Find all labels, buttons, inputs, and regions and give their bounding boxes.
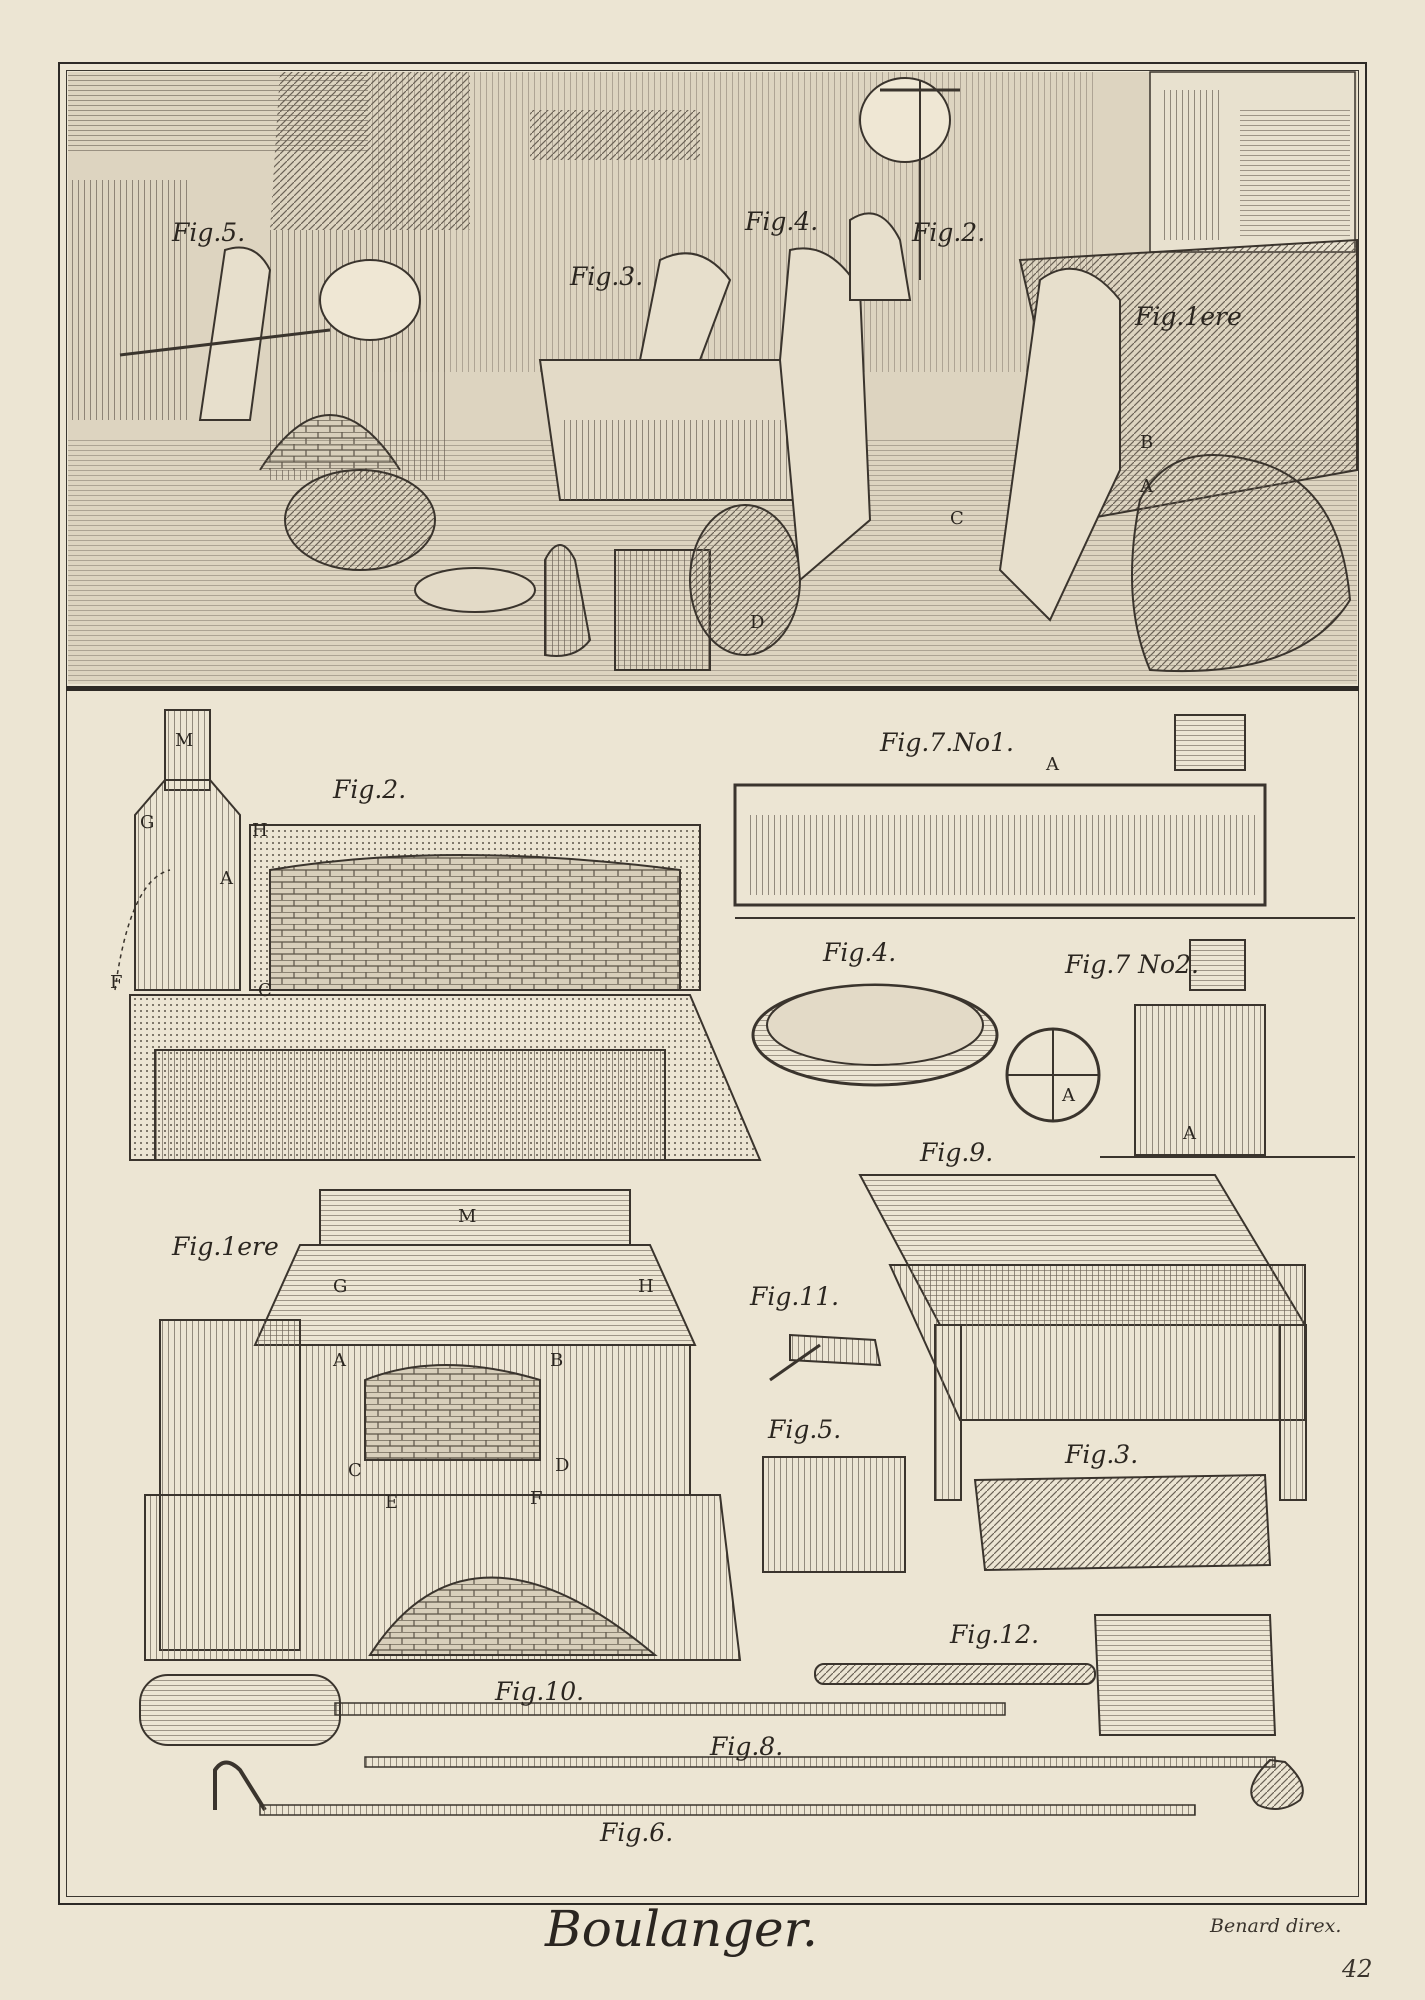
oven-section-letter-g: G: [140, 812, 155, 833]
oven-swab-pole: [365, 1757, 1275, 1767]
plate-title: Boulanger.: [545, 1900, 818, 1958]
scene-label-fig1: Fig.1ere: [1135, 302, 1242, 331]
oven-rake: [215, 1763, 265, 1811]
oven-front-letter-a: A: [333, 1350, 346, 1371]
label-fig12: Fig.12.: [950, 1620, 1040, 1649]
label-fig11: Fig.11.: [750, 1282, 840, 1311]
scene-label-fig4: Fig.4.: [745, 207, 819, 236]
oven-front-letter-c: C: [348, 1460, 362, 1481]
scene-letter-b: B: [1140, 432, 1154, 453]
label-fig8: Fig.8.: [710, 1732, 784, 1761]
oven-front-letter-g: G: [333, 1276, 348, 1297]
scene-letter-a: A: [1140, 476, 1153, 497]
oven-section-letter-h: H: [252, 820, 268, 841]
scene-label-fig3: Fig.3.: [570, 262, 644, 291]
oven-front-letter-f: F: [530, 1488, 543, 1509]
oven-front-letter-b: B: [550, 1350, 564, 1371]
oven-section-letter-f: F: [110, 972, 123, 993]
bread-basket-tray: [975, 1475, 1270, 1570]
label-fig5-scraper: Fig.5.: [768, 1415, 842, 1444]
label-fig9: Fig.9.: [920, 1138, 994, 1167]
label-fig3-basket: Fig.3.: [1065, 1440, 1139, 1469]
label-fig7-no1: Fig.7.No1.: [880, 728, 1014, 757]
label-fig7-no2: Fig.7 No2.: [1065, 950, 1199, 979]
oven-front-letter-m: M: [458, 1206, 477, 1227]
scene-letter-c: C: [950, 508, 964, 529]
oven-section-letter-m: M: [175, 730, 194, 751]
wheel-letter-a: A: [1062, 1085, 1075, 1106]
engraver-signature: Benard direx.: [1210, 1915, 1342, 1937]
dough-scraper: [790, 1335, 880, 1365]
label-fig4-trough: Fig.4.: [823, 938, 897, 967]
page-number: 42: [1342, 1955, 1373, 1983]
oven-section-drawing: [115, 710, 760, 1160]
oven-front-letter-h: H: [638, 1276, 654, 1297]
scene-label-fig2: Fig.2.: [912, 218, 986, 247]
sifter-cabinet: [1135, 1005, 1265, 1155]
label-fig6: Fig.6.: [600, 1818, 674, 1847]
cabinet-letter-a: A: [1183, 1123, 1196, 1144]
oven-peel: [140, 1675, 340, 1745]
oven-section-letter-c: C: [258, 980, 272, 1001]
flour-sifter-machine: [735, 715, 1355, 918]
bread-scraper-box: [763, 1457, 905, 1572]
oven-front-letter-d: D: [555, 1455, 570, 1476]
oven-front-letter-e: E: [385, 1492, 399, 1513]
sifter-letter-a: A: [1046, 754, 1059, 775]
label-fig1-oven: Fig.1ere: [172, 1232, 279, 1261]
label-fig2-oven-section: Fig.2.: [333, 775, 407, 804]
label-fig10: Fig.10.: [495, 1677, 585, 1706]
flour-scoop: [1095, 1615, 1275, 1735]
scene-letter-d: D: [750, 612, 765, 633]
oven-section-letter-a: A: [220, 868, 233, 889]
scene-label-fig5: Fig.5.: [172, 218, 246, 247]
